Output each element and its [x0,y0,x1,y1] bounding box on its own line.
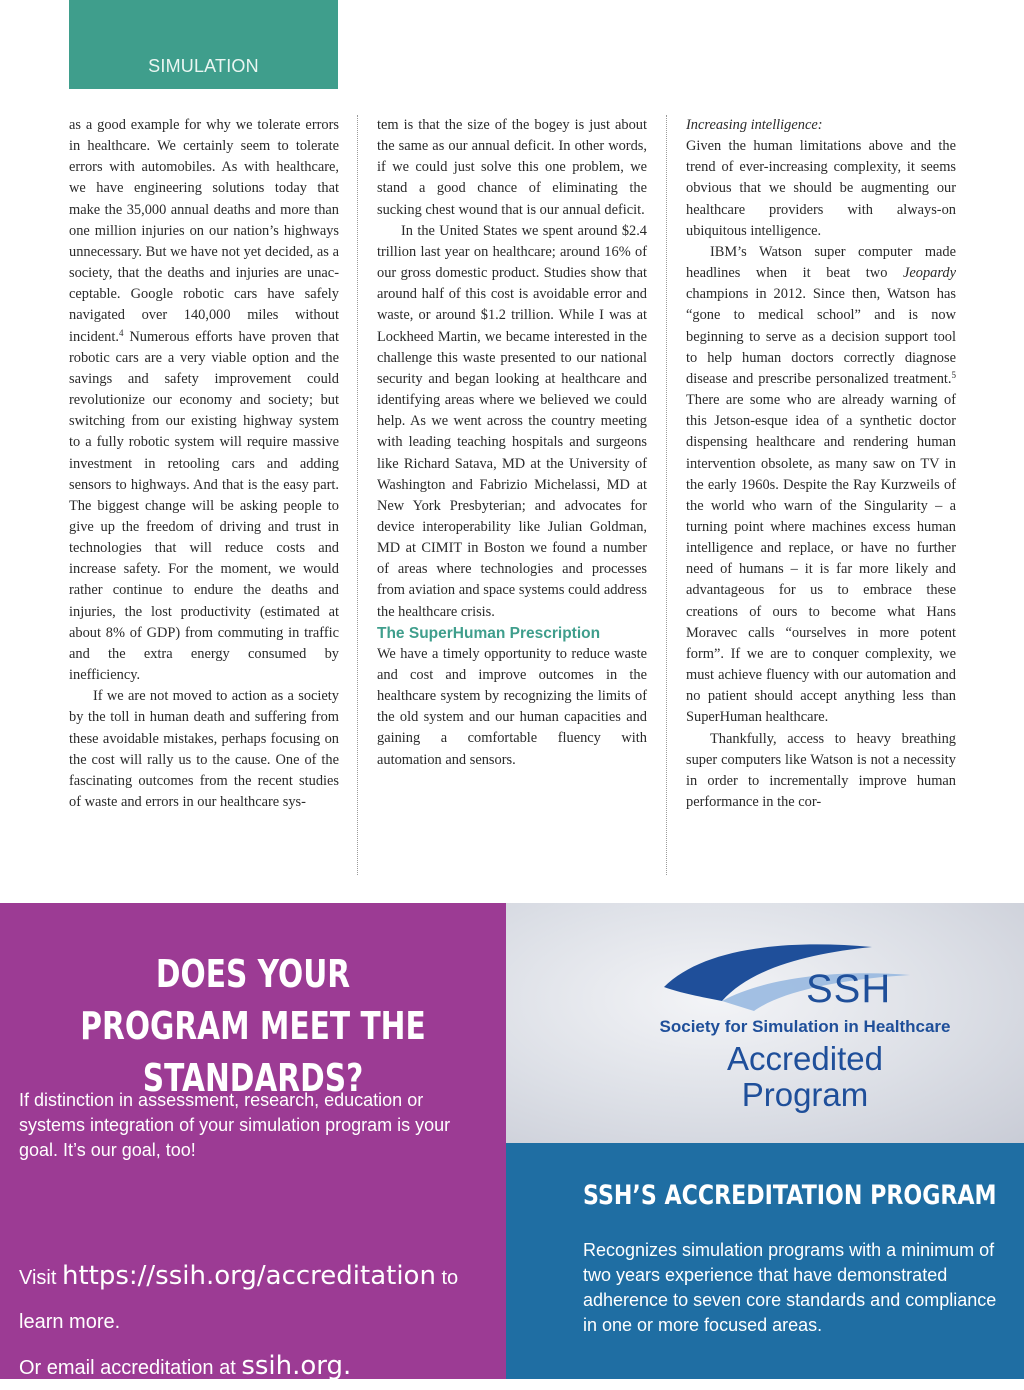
text-run: There are some who are already warning of this Jetson-esque idea of a synthetic doctor dispensing healthcare and rendering human intervention obsolete, as many saw on TV in the early 1960s. Despite the Ray Kurzweils of the world who warn of the Singularity – a turning point where machines excess human intelligence and replace, or have no further need of humans – it is far more likely and advantageous for us to embrace these creations of ours to become what Hans Moravec calls “ourselves in more potent form”. If we are to conquer complexity, we must achieve fluency with our automation and no patient should accept anything less than SuperHuman healthcare. [686,392,956,726]
paragraph [686,242,956,729]
ad-intro-text: If distinction in assessment, research, education or systems integration of your simulation program is your goal. It’s our goal, too! [19,1090,451,1160]
logo-line: Accredited [727,1040,883,1077]
text-run: champions in 2012. Since then, Watson has “gone to medical school” and is now beginning to serve as a decision support tool to help human doctors correctly diagnose disease and prescribe personalized treatment. [686,286,956,387]
logo-line: Program [741,1076,869,1113]
text-run: IBM’s Watson super computer made headlines when it beat two [686,243,956,282]
paragraph [69,115,339,686]
accreditation-description: Recognizes simulation programs with a minimum of two years experience that have demonstrated adherence to seven core standards and compliance in one or more focused areas. [583,1240,997,1335]
text-run: as a good example for why we tolerate errors in healthcare. We certainly seem to tolerate errors with automobiles. As with healthcare, we have engineering solutions today that make the 35,000 annual deaths and more than one million injuries on our nation’s highways unnecessary. But we have not yet decided, as a society, that the deaths and injuries are unacceptable. Google robotic cars have safely navigated over 140,000 miles without incident. [69,117,339,345]
subheading: Increasing intelligence: [686,117,823,133]
text-run: to learn more. [19,1267,459,1333]
ad-email-line [19,1344,499,1390]
ad-visit-line [19,1254,499,1344]
text-run: Visit [19,1267,62,1289]
paragraph: We have a timely opportunity to reduce waste and cost and improve outcomes in the healthcare system by recognizing the limits of the old system and our human capacities and gaining a comfortable fluency with automation and sensors. [377,645,647,768]
email-domain-link[interactable]: ssih.org. [241,1351,352,1381]
paragraph: Thankfully, access to heavy breathing super computers like Watson is not a necessity in order to incrementally improve human performance in the cor- [686,730,956,810]
section-label: SIMULATION [148,56,259,76]
ssh-accredited-program [506,1041,1024,1113]
article-column-1 [69,115,339,813]
paragraph: tem is that the size of the bogey is just about the same as our annual deficit. In other words, if we could just solve this one problem, we stand a good chance of eliminating the sucking chest wound that is our annual deficit. [377,117,647,218]
ssh-logo-letters: SSH [806,967,892,1011]
column-divider [666,115,667,875]
accreditation-link[interactable]: https://ssih.org/accreditation [61,1261,436,1291]
ssh-logo-panel [506,903,1024,1143]
footnote-ref: 5 [951,369,956,380]
section-tab [69,0,338,89]
paragraph: Given the human limitations above and the trend of ever-increasing complexity, it seems obvious that we should be augmenting our healthcare providers with always-on ubiquitous intelligence. [686,138,956,239]
column-divider [357,115,358,875]
paragraph: In the United States we spent around $2.4 trillion last year on healthcare; around 16% of our gross domestic product. Studies show that around half of this cost is avoidable error and waste, or around $1.2 trillion. While I was at Lockheed Martin, we became interested in the challenge this waste presented to our national security and began looking at healthcare and identifying areas where we believed we could help. As we went across the country meeting with leading teaching hospitals and surgeons like Richard Satava, MD at the University of Washington and Fabrizio Michelassi, MD at New York Presbyterian; and advocates for device interoperability like Julian Goldman, MD at CIMIT in Boston we found a number of areas where technologies and processes from aviation and space systems could address the healthcare crisis. [377,222,647,620]
paragraph: If we are not moved to action as a society by the toll in human death and suffering from these avoidable mistakes, perhaps focusing on the cost will rally us to the cause. One of the fascinating outcomes from the recent studies of waste and errors in our healthcare sys- [69,688,339,810]
text-run: Or email accreditation at [19,1357,242,1379]
article-column-2 [377,115,647,771]
ad-headline: DOES YOUR PROGRAM MEET THE STANDARDS? [80,952,426,1100]
accreditation-title: SSH’S ACCREDITATION PROGRAM [583,1180,997,1211]
text-run: Numerous efforts have proven that robotic cars are a very viable option and the savings and safety improvement could revolutionize our economy and society; but switching from our existing highway system to a fully robotic system will require massive investment in retooling cars and adding sensors to highways. And that is the easy part. The biggest change will be asking people to give up the freedom of driving and trust in technologies that will reduce costs and increase safety. For the moment, we would rather continue to endure the deaths and injuries, the lost productivity (estimated at about 8% of GDP) from commuting in traffic and the extra energy consumed by inefficiency. [69,328,339,684]
section-heading: The SuperHuman Prescription [377,624,601,642]
article-column-3 [686,115,956,813]
ssh-society-name: Society for Simulation in Healthcare [659,1017,951,1036]
italic-title: Jeopardy [902,265,956,282]
ad-contact [19,1254,499,1390]
footnote-ref: 4 [118,327,124,338]
